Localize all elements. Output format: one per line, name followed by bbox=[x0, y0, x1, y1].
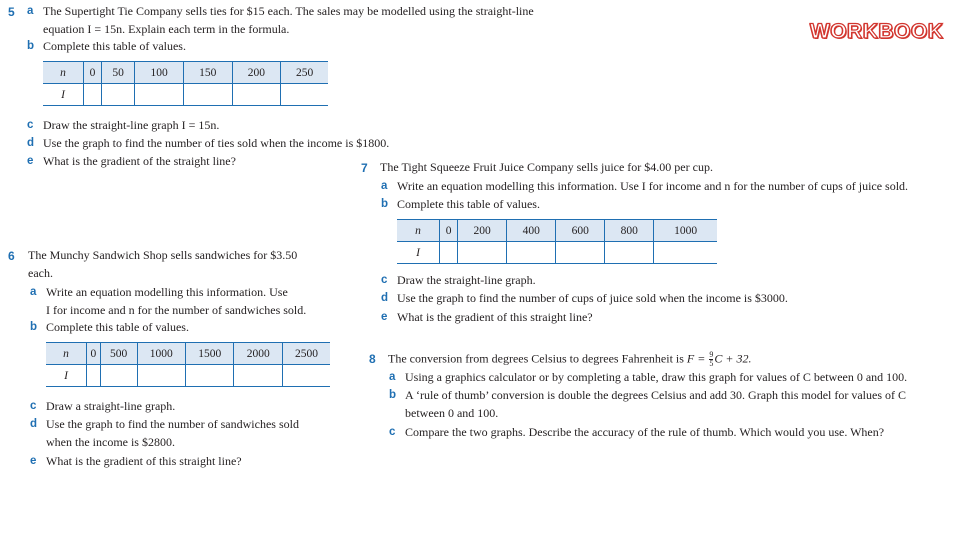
formula-lhs: F = bbox=[686, 351, 706, 366]
question-number: 5 bbox=[8, 5, 15, 19]
fraction bbox=[709, 351, 713, 368]
table-cell: 1000 bbox=[654, 220, 717, 242]
part-label: e bbox=[27, 155, 34, 167]
table-cell: 200 bbox=[232, 62, 281, 84]
table-header-cell: I bbox=[397, 242, 440, 264]
question-text: Complete this table of values. bbox=[397, 197, 540, 211]
table-blank-cell[interactable] bbox=[185, 365, 233, 387]
part-label: e bbox=[30, 455, 37, 467]
workbook-logo: WORKBOOK bbox=[810, 20, 944, 43]
table-blank-cell[interactable] bbox=[605, 242, 654, 264]
table-header-cell: I bbox=[43, 84, 84, 106]
part-label: b bbox=[30, 321, 38, 333]
part-label: c bbox=[30, 400, 37, 412]
table-cell: 50 bbox=[101, 62, 134, 84]
question-text: between 0 and 100. bbox=[405, 406, 499, 420]
fraction-numerator: 9 bbox=[709, 350, 714, 359]
question-text: What is the gradient of this straight line? bbox=[397, 310, 593, 324]
question-number: 7 bbox=[361, 161, 368, 175]
table-header-cell: I bbox=[46, 365, 87, 387]
table-cell: 600 bbox=[556, 220, 605, 242]
part-label: a bbox=[389, 371, 396, 383]
table-row bbox=[397, 220, 717, 242]
part-label: c bbox=[389, 426, 396, 438]
question-text: The Supertight Tie Company sells ties for $15 each. The sales may be modelled using the straight-line bbox=[43, 4, 534, 18]
formula-rhs: C + 32. bbox=[714, 351, 752, 366]
question-text: What is the gradient of this straight line? bbox=[46, 454, 242, 468]
table-blank-cell[interactable] bbox=[654, 242, 717, 264]
table-header-cell: n bbox=[397, 220, 440, 242]
table-row bbox=[46, 365, 330, 387]
table-blank-cell[interactable] bbox=[458, 242, 507, 264]
question-text: Use the graph to find the number of cups of juice sold when the income is $3000. bbox=[397, 291, 788, 305]
question-text: Draw the straight-line graph. bbox=[397, 273, 536, 287]
table-cell: 2000 bbox=[234, 343, 282, 365]
table-row bbox=[43, 84, 328, 106]
table-row bbox=[43, 62, 328, 84]
question-text: Draw a straight-line graph. bbox=[46, 399, 176, 413]
question-intro bbox=[388, 351, 751, 368]
part-label: b bbox=[381, 198, 389, 210]
part-label: d bbox=[27, 137, 35, 149]
values-table bbox=[397, 219, 717, 264]
question-text: A ‘rule of thumb’ conversion is double the degrees Celsius and add 30. Graph this model for values of C bbox=[405, 388, 907, 402]
table-cell: 500 bbox=[100, 343, 137, 365]
table-blank-cell[interactable] bbox=[135, 84, 184, 106]
table-header-cell: n bbox=[43, 62, 84, 84]
question-text: Use the graph to find the number of ties sold when the income is $1800. bbox=[43, 136, 390, 150]
question-text: The Tight Squeeze Fruit Juice Company sells juice for $4.00 per cup. bbox=[380, 160, 713, 174]
question-text: Compare the two graphs. Describe the accuracy of the rule of thumb. Which would you use. When? bbox=[405, 425, 885, 439]
question-text: Complete this table of values. bbox=[46, 320, 189, 334]
part-label: b bbox=[27, 40, 35, 52]
table-cell: 400 bbox=[507, 220, 556, 242]
part-label: a bbox=[381, 180, 388, 192]
table-blank-cell[interactable] bbox=[556, 242, 605, 264]
table-blank-cell[interactable] bbox=[84, 84, 102, 106]
question-number: 6 bbox=[8, 249, 15, 263]
question-text: Write an equation modelling this information. Use bbox=[46, 285, 288, 299]
table-row bbox=[46, 343, 330, 365]
table-blank-cell[interactable] bbox=[507, 242, 556, 264]
part-label: c bbox=[27, 119, 34, 131]
question-text: Use the graph to find the number of sandwiches sold bbox=[46, 417, 299, 431]
question-text: when the income is $2800. bbox=[46, 435, 175, 449]
table-cell: 0 bbox=[440, 220, 458, 242]
table-blank-cell[interactable] bbox=[281, 84, 328, 106]
part-label: e bbox=[381, 311, 388, 323]
table-cell: 100 bbox=[135, 62, 184, 84]
question-text: What is the gradient of the straight line? bbox=[43, 154, 236, 168]
table-cell: 800 bbox=[605, 220, 654, 242]
table-row bbox=[397, 242, 717, 264]
question-text: The Munchy Sandwich Shop sells sandwiches for $3.50 bbox=[28, 248, 298, 262]
part-label: a bbox=[30, 286, 37, 298]
table-header-cell: n bbox=[46, 343, 87, 365]
table-cell: 1000 bbox=[137, 343, 185, 365]
question-text: Write an equation modelling this information. Use I for income and n for the number of cups of juice sold. bbox=[397, 179, 909, 193]
table-blank-cell[interactable] bbox=[137, 365, 185, 387]
table-blank-cell[interactable] bbox=[234, 365, 282, 387]
table-blank-cell[interactable] bbox=[282, 365, 330, 387]
table-blank-cell[interactable] bbox=[101, 84, 134, 106]
question-text: The conversion from degrees Celsius to degrees Fahrenheit is bbox=[388, 351, 684, 366]
table-blank-cell[interactable] bbox=[232, 84, 281, 106]
question-text: Draw the straight-line graph I = 15n. bbox=[43, 118, 220, 132]
table-cell: 250 bbox=[281, 62, 328, 84]
table-cell: 200 bbox=[458, 220, 507, 242]
question-text: Complete this table of values. bbox=[43, 39, 186, 53]
part-label: c bbox=[381, 274, 388, 286]
table-cell: 0 bbox=[84, 62, 102, 84]
part-label: b bbox=[389, 389, 397, 401]
table-blank-cell[interactable] bbox=[440, 242, 458, 264]
values-table bbox=[43, 61, 328, 106]
question-text: each. bbox=[28, 266, 53, 280]
part-label: d bbox=[381, 292, 389, 304]
values-table bbox=[46, 342, 330, 387]
part-label: a bbox=[27, 5, 34, 17]
fraction-denominator: 5 bbox=[709, 359, 714, 368]
table-cell: 2500 bbox=[282, 343, 330, 365]
table-cell: 0 bbox=[87, 343, 101, 365]
question-text: I for income and n for the number of sandwiches sold. bbox=[46, 303, 307, 317]
question-number: 8 bbox=[369, 352, 376, 366]
question-text: equation I = 15n. Explain each term in the formula. bbox=[43, 22, 290, 36]
question-text: Using a graphics calculator or by completing a table, draw this graph for values of C between 0 and 100. bbox=[405, 370, 908, 384]
table-blank-cell[interactable] bbox=[100, 365, 137, 387]
table-cell: 1500 bbox=[185, 343, 233, 365]
table-blank-cell[interactable] bbox=[87, 365, 101, 387]
table-blank-cell[interactable] bbox=[183, 84, 232, 106]
part-label: d bbox=[30, 418, 38, 430]
table-cell: 150 bbox=[183, 62, 232, 84]
